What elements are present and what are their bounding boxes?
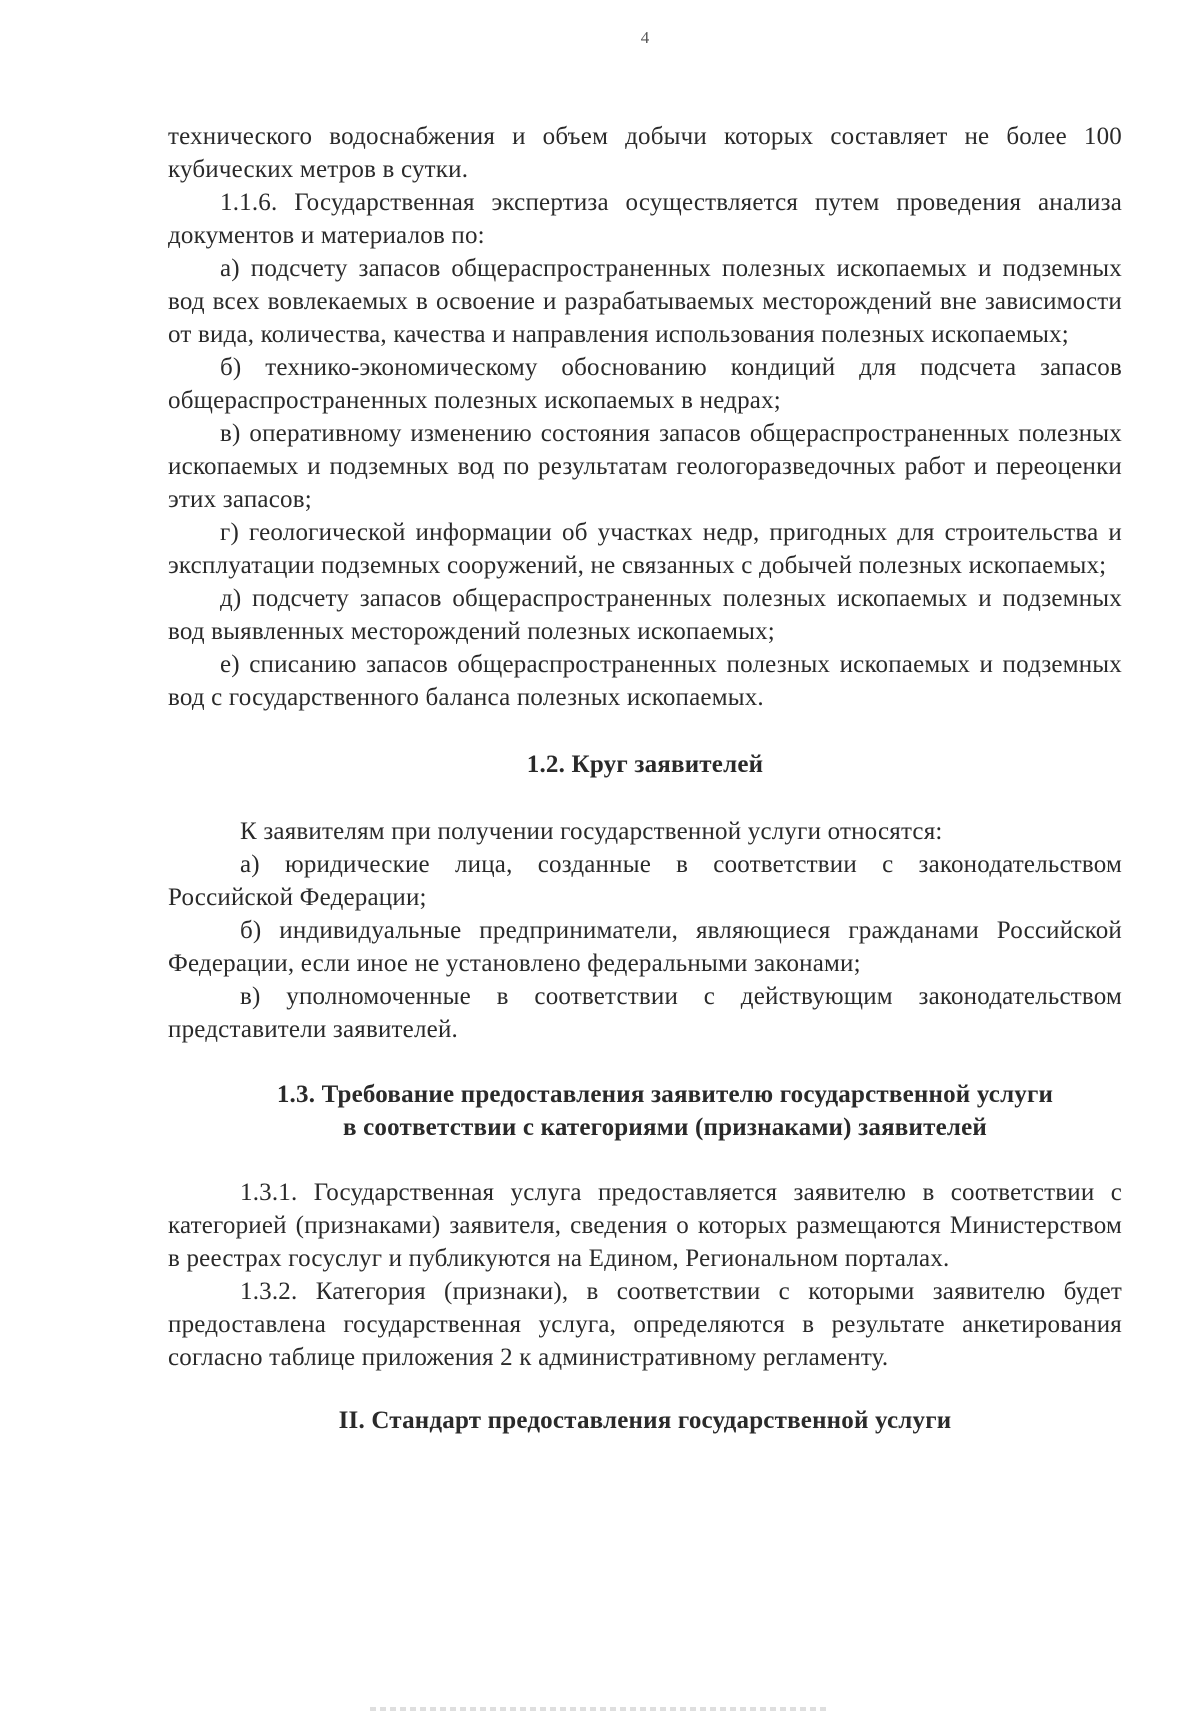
paragraph-1-3-1: 1.3.1. Государственная услуга предоставляется заявителю в соответствии с категорией (признаками) заявителя, сведения о которых размещаются Министерством в реестрах госуслуг и публикуются на Едином, Региональном порталах. (168, 1179, 1122, 1272)
list-item-a: а) подсчету запасов общераспространенных полезных ископаемых и подземных вод всех вовлекаемых в освоение и разрабатываемых месторождений вне зависимости от вида, количества, качества и направления использования полезных ископаемых; (168, 255, 1122, 348)
section-heading-1-3-line2: в соответствии с категориями (признаками) заявителей (342, 1114, 988, 1141)
list-item-v: в) оперативному изменению состояния запасов общераспространенных полезных ископаемых и подземных вод по результатам геологоразведочных работ и переоценки этих запасов; (168, 420, 1122, 513)
section-heading-2: II. Стандарт предоставления государственной услуги (338, 1407, 952, 1434)
page-number: 4 (640, 28, 650, 47)
section-heading-1-3-line1: 1.3. Требование предоставления заявителю государственной услуги (276, 1081, 1054, 1108)
applicant-item-v: в) уполномоченные в соответствии с действующим законодательством представители заявителей. (168, 983, 1122, 1043)
applicant-item-b: б) индивидуальные предприниматели, являющиеся гражданами Российской Федерации, если иное не установлено федеральными законами; (168, 917, 1122, 977)
paragraph-1-3-2: 1.3.2. Категория (признаки), в соответствии с которыми заявителю будет предоставлена государственная услуга, определяются в результате анкетирования согласно таблице приложения 2 к административному регламенту. (168, 1278, 1122, 1371)
section-heading-1-2: 1.2. Круг заявителей (526, 751, 764, 778)
paragraph-1-1-6: 1.1.6. Государственная экспертиза осуществляется путем проведения анализа документов и материалов по: (168, 189, 1122, 249)
list-item-e: е) списанию запасов общераспространенных полезных ископаемых и подземных вод с государственного баланса полезных ископаемых. (168, 651, 1122, 711)
applicant-item-a: а) юридические лица, созданные в соответствии с законодательством Российской Федерации; (168, 851, 1122, 911)
continuation-paragraph: технического водоснабжения и объем добычи которых составляет не более 100 кубических метров в сутки. (168, 123, 1122, 183)
document-body (168, 120, 1122, 1437)
scan-artifact (370, 1707, 830, 1711)
applicants-lead: К заявителям при получении государственной услуги относятся: (240, 818, 943, 845)
list-item-d: д) подсчету запасов общераспространенных полезных ископаемых и подземных вод выявленных месторождений полезных ископаемых; (168, 585, 1122, 645)
section-heading-1-3 (168, 1078, 1122, 1144)
list-item-b: б) технико-экономическому обоснованию кондиций для подсчета запасов общераспространенных полезных ископаемых в недрах; (168, 354, 1122, 414)
list-item-g: г) геологической информации об участках недр, пригодных для строительства и эксплуатации подземных сооружений, не связанных с добычей полезных ископаемых; (168, 519, 1122, 579)
